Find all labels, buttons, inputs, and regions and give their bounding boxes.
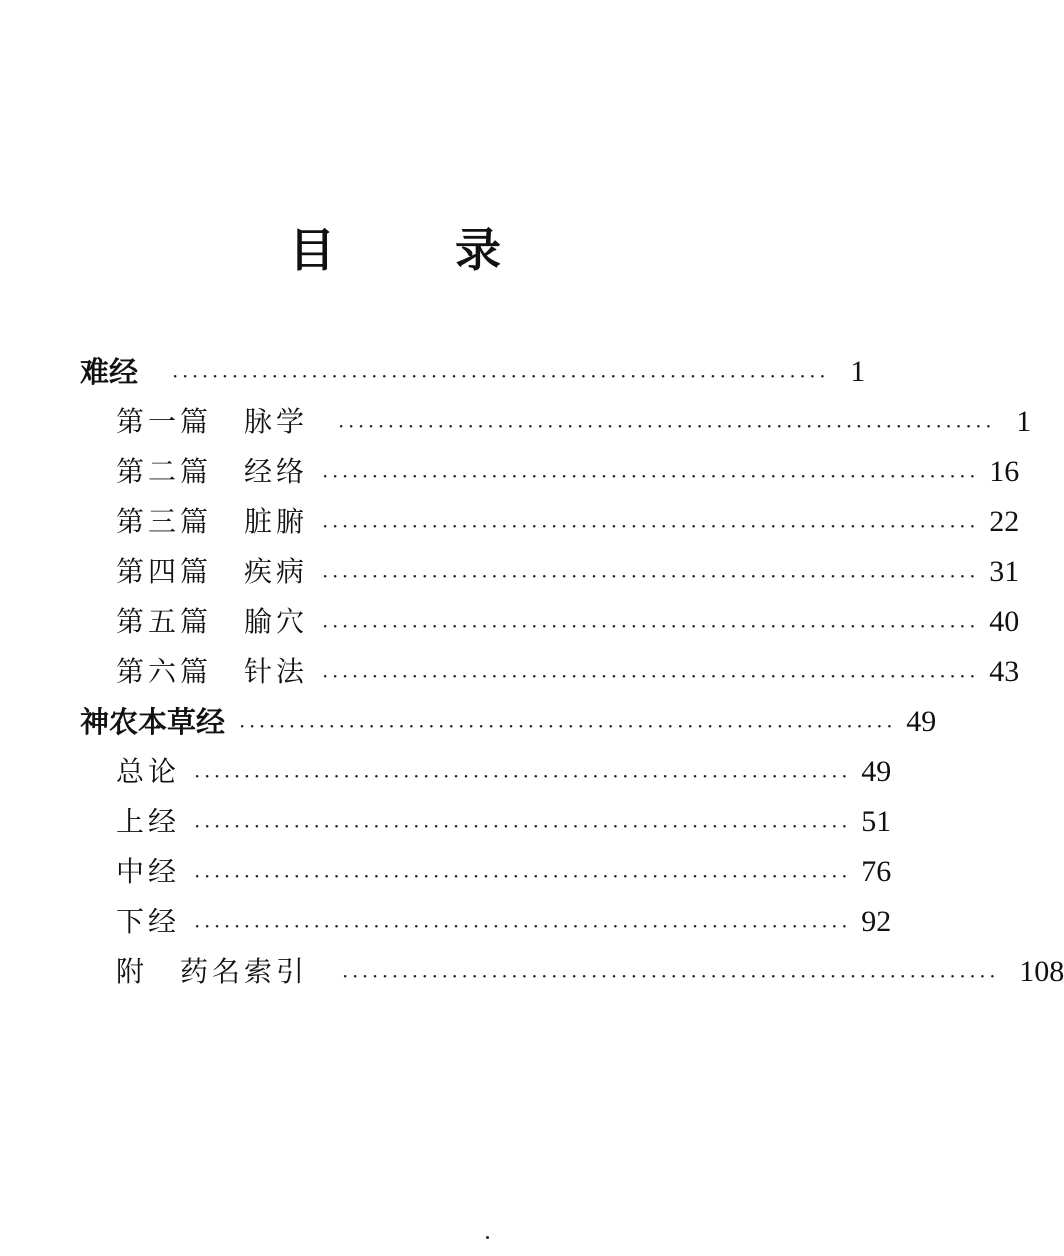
toc-page-number: 108 — [1019, 955, 1064, 988]
toc-entry-title: 总论 — [116, 755, 181, 788]
toc-entry[interactable] — [116, 548, 1020, 596]
toc-page-number: 16 — [989, 455, 1020, 488]
leader-dots: ·································································· — [194, 814, 852, 838]
leader-dots: ·································································· — [322, 564, 980, 588]
toc-entry-title: 上经 — [116, 805, 181, 838]
toc-page-number: 51 — [861, 805, 892, 838]
toc-page-number: 1 — [850, 355, 866, 388]
toc-page-number: 22 — [989, 505, 1020, 538]
toc-entry[interactable] — [116, 598, 1020, 646]
toc-entry[interactable] — [80, 698, 937, 746]
leader-dots: ·································································· — [322, 664, 980, 688]
leader-dots: ·································································· — [194, 764, 852, 788]
leader-dots: ·································································· — [322, 514, 980, 538]
toc-page-number: 1 — [1016, 405, 1032, 438]
leader-dots: ·································································· — [172, 364, 830, 388]
toc-entry[interactable] — [116, 798, 892, 846]
toc-entry[interactable] — [116, 448, 1020, 496]
toc-entry-title: 中经 — [116, 855, 181, 888]
footer-mark — [486, 1236, 489, 1239]
toc-page-number: 31 — [989, 555, 1020, 588]
toc-entry-title: 第二篇 经络 — [116, 455, 309, 488]
toc-entry[interactable] — [116, 398, 1032, 446]
toc-entry-title: 神农本草经 — [80, 705, 226, 739]
toc-page-number: 43 — [989, 655, 1020, 688]
toc-entry-title: 附 药名索引 — [116, 955, 309, 988]
toc-entry-title: 第三篇 脏腑 — [116, 505, 309, 538]
page-title: 目 录 — [288, 223, 553, 277]
toc-page-number: 49 — [906, 705, 937, 738]
leader-dots: ·································································· — [338, 414, 996, 438]
leader-dots: ·································································· — [322, 614, 980, 638]
leader-dots: ·································································· — [239, 714, 897, 738]
toc-page-number: 49 — [861, 755, 892, 788]
toc-entry-title: 第六篇 针法 — [116, 655, 309, 688]
leader-dots: ·································································· — [194, 864, 852, 888]
toc-page-number: 40 — [989, 605, 1020, 638]
toc-page-number: 92 — [861, 905, 892, 938]
toc-entry-title: 第四篇 疾病 — [116, 555, 309, 588]
leader-dots: ·································································· — [322, 464, 980, 488]
leader-dots: ·································································· — [194, 914, 852, 938]
toc-entry[interactable] — [116, 898, 892, 946]
toc-entry[interactable] — [116, 748, 892, 796]
toc-entry[interactable] — [116, 848, 892, 896]
toc-entry[interactable] — [116, 648, 1020, 696]
toc-entry-title: 下经 — [116, 905, 181, 938]
toc-entry[interactable] — [80, 348, 866, 396]
toc-entry-title: 第一篇 脉学 — [116, 405, 309, 438]
toc-entry[interactable] — [116, 948, 1064, 996]
toc-entry-title: 第五篇 腧穴 — [116, 605, 309, 638]
toc-entry-title: 难经 — [80, 355, 139, 389]
leader-dots: ·································································· — [342, 964, 1000, 988]
toc-page-number: 76 — [861, 855, 892, 888]
toc-entry[interactable] — [116, 498, 1020, 546]
